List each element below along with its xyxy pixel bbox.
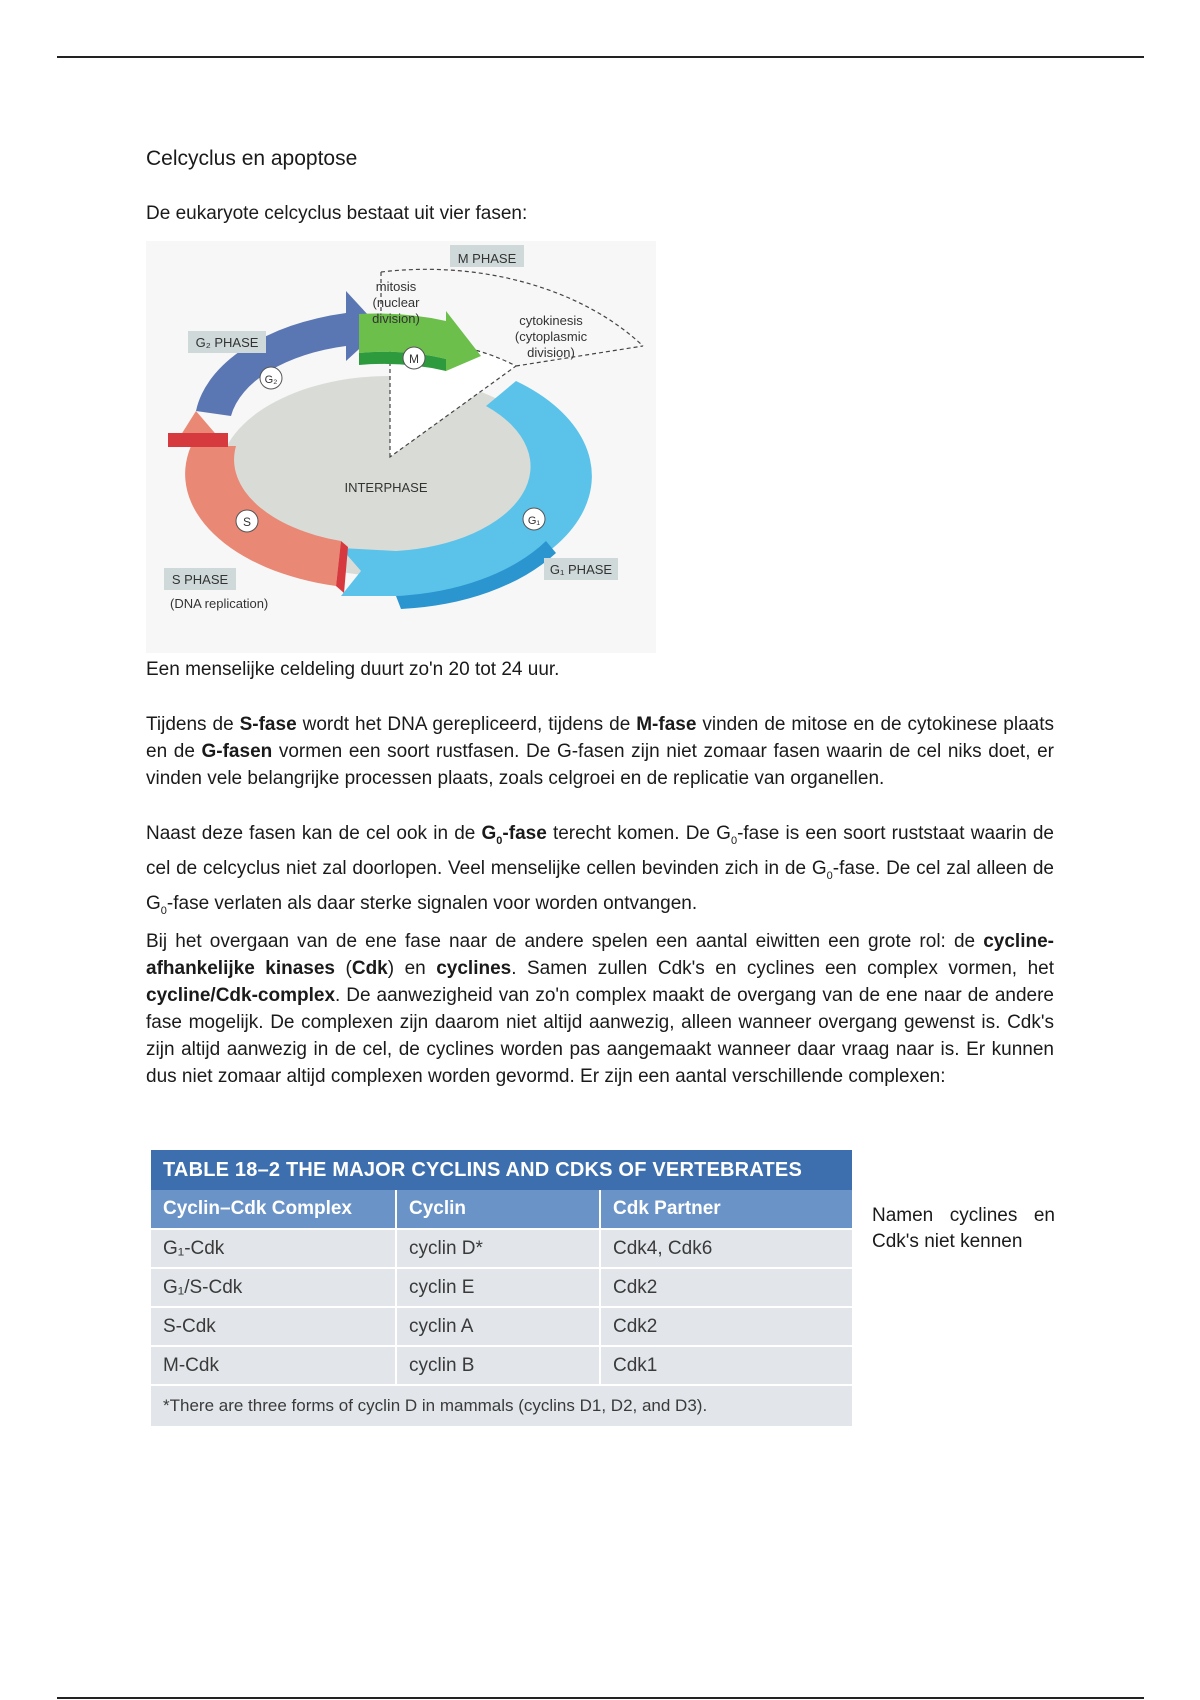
s-phase-sublabel: (DNA replication) [170,596,269,611]
paragraph-text-run: cycline/Cdk-complex [146,985,336,1006]
paragraph-text-run: -fase. De cel zal alleen de G [146,857,1054,914]
table-header-cyclin: Cyclin [396,1190,600,1229]
interphase-label: INTERPHASE [344,480,428,495]
cytokinesis-line-3: division) [527,345,575,360]
m-phase-label: M PHASE [457,251,517,266]
s-phase-label: S PHASE [171,572,229,587]
paragraph-text-run: ( [335,958,352,979]
paragraph-text-run: -fase verlaten als daar sterke signalen voor worden ontvangen. [166,892,698,914]
table-cell: Cdk4, Cdk6 [600,1229,852,1268]
paragraph-text-run: -fase [502,823,547,844]
mitosis-line-1: mitosis [375,279,417,294]
paragraph-text-run: G-fasen [201,741,273,762]
table-row [151,1268,852,1307]
table-cell: cyclin A [396,1307,600,1346]
table-footnote-row [151,1385,852,1426]
mitosis-line-3: division) [372,311,420,326]
cyclin-cdk-table [151,1150,852,1426]
table-cell: G₁/S-Cdk [151,1268,396,1307]
s-badge: S [242,515,252,529]
table-footnote: *There are three forms of cyclin D in mammals (cyclins D1, D2, and D3). [151,1385,852,1426]
duration-paragraph: Een menselijke celdeling duurt zo'n 20 tot 24 uur. [146,659,560,680]
paragraph-text-run: wordt het DNA gerepliceerd, tijdens de [296,714,637,735]
paragraph-text-run: G [481,823,497,844]
paragraph-text-run: M-fase [636,714,697,735]
intro-text: De eukaryote celcyclus bestaat uit vier fasen: [146,203,528,224]
table-cell: cyclin B [396,1346,600,1385]
table-cell: Cdk1 [600,1346,852,1385]
paragraph-text-run: Bij het overgaan van de ene fase naar de andere spelen een aantal eiwitten een grote rol: de [146,931,984,952]
table-cell: M-Cdk [151,1346,396,1385]
table-cell: S-Cdk [151,1307,396,1346]
g1-badge: G₁ [527,515,541,527]
table-header-cdk-partner: Cdk Partner [600,1190,852,1229]
paragraph-text-run: Naast deze fasen kan de cel ook in de [146,823,482,844]
g2-phase-label: G₂ PHASE [195,335,259,350]
g1-phase-label: G₁ PHASE [549,562,613,577]
header-rule [57,56,1144,58]
table-cell: Cdk2 [600,1268,852,1307]
g2-badge: G₂ [264,374,278,386]
paragraph-text-run: Tijdens de [146,714,240,735]
paragraph-text-run [481,823,547,847]
cell-cycle-diagram [146,241,656,653]
paragraph-text-run: 0 [826,869,833,882]
paragraph-text-run: Cdk [351,958,388,979]
mitosis-line-2: (nuclear [372,295,420,310]
paragraph-text-run: vormen een soort rustfasen. De G-fasen zijn niet zomaar fasen waarin de cel niks doet, er vinden vele belangrijke processen plaats, zoals celgroei en de replicatie van organellen. [146,741,1054,789]
table-title: TABLE 18–2 THE MAJOR CYCLINS AND CDKS OF VERTEBRATES [151,1150,852,1190]
table-cell: cyclin E [396,1268,600,1307]
paragraph-text-run: ) en [387,958,437,979]
table-header-complex: Cyclin–Cdk Complex [151,1190,396,1229]
table-row [151,1307,852,1346]
side-note: Namen cyclines en Cdk's niet kennen [872,1205,1055,1252]
paragraph-text-run: terecht komen. De G [546,823,731,844]
table-cell: Cdk2 [600,1307,852,1346]
table-cell: cyclin D* [396,1229,600,1268]
footer-rule [57,1697,1144,1699]
s-arc-edge [168,433,228,447]
paragraph-text-run: 0 [496,834,503,847]
phases-paragraph [146,711,1054,792]
paragraph-text-run: S-fase [239,714,297,735]
cytokinesis-line-1: cytokinesis [519,313,583,328]
table-cell: G₁-Cdk [151,1229,396,1268]
paragraph-text-run: . De aanwezigheid van zo'n complex maakt de overgang van de ene naar de andere fase mogelijk. De complexen zijn daarom niet altijd aanwezig, alleen wanneer overgang gewenst is. Cdk's zijn altijd aanwezig in de cel, de cyclines worden pas aangemaakt wanneer daar vraag naar is. Er kunnen dus niet zomaar altijd complexen worden gevormd. Er zijn een aantal verschillende complexen: [146,985,1054,1087]
table-row [151,1346,852,1385]
paragraph-text-run: . Samen zullen Cdk's en cyclines een complex vormen, het [511,958,1054,979]
g0-paragraph [146,820,1054,924]
paragraph-text-run: vinden de mitose en de cytokinese plaats en de [146,714,1054,762]
cytokinesis-line-2: (cytoplasmic [514,329,588,344]
paragraph-text-run: cycline-afhankelijke kinases [146,931,1054,979]
cyclin-paragraph [146,928,1054,1090]
table-row [151,1229,852,1268]
paragraph-text-run: -fase is een soort ruststaat waarin de cel de celcyclus niet zal doorlopen. Veel menselijke cellen bevinden zich in de G [146,823,1055,879]
m-badge: M [409,352,419,366]
paragraph-text-run: cyclines [436,958,512,979]
page-title: Celcyclus en apoptose [146,147,358,170]
paragraph-text-run: 0 [730,834,738,847]
paragraph-text-run: 0 [160,904,167,917]
